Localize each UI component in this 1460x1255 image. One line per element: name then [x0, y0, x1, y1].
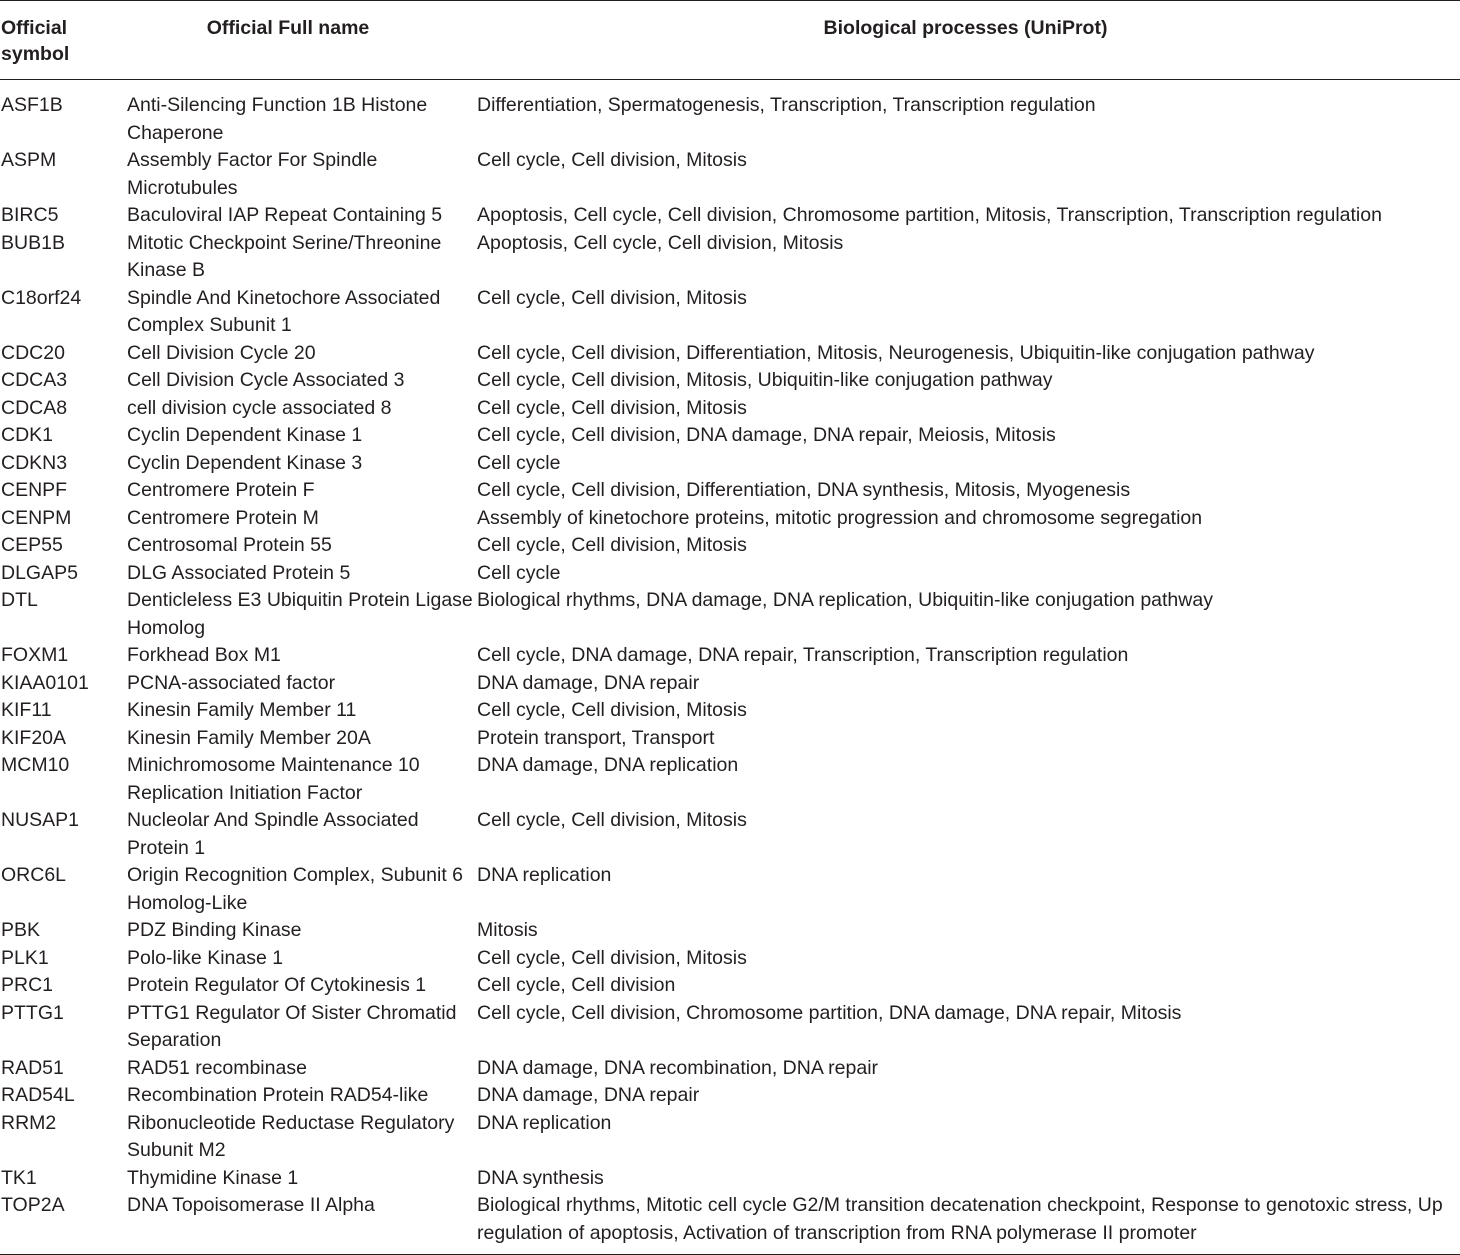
- gene-full-name-cell: cell division cycle associated 8: [127, 396, 392, 419]
- header-official-symbol: Official symbol: [0, 1, 127, 80]
- gene-full-name-cell: Recombination Protein RAD54-like: [127, 1084, 429, 1106]
- biological-process-cell: DNA damage, DNA recombination, DNA repair: [477, 1056, 879, 1079]
- biological-process-cell: Biological rhythms, Mitotic cell cycle G2/M transition decatenation checkpoint, Response to genotoxic stress, Up regulation of apoptosis, Activation of transcription from RNA polymerase II promoter: [477, 1194, 1443, 1244]
- table-row: [0, 340, 1460, 368]
- biological-process-cell: Cell cycle, DNA damage, DNA repair, Transcription, Transcription regulation: [477, 644, 1129, 666]
- gene-symbol-cell: TK1: [1, 1166, 37, 1189]
- table-row: [0, 450, 1460, 478]
- biological-process-cell: Cell cycle, Cell division, Differentiation, Mitosis, Neurogenesis, Ubiquitin-like conjugation pathway: [477, 341, 1315, 364]
- gene-full-name-cell: DLG Associated Protein 5: [127, 561, 351, 584]
- biological-process-cell: Cell cycle, Cell division, Mitosis: [477, 534, 747, 556]
- biological-process-cell: DNA damage, DNA repair: [477, 671, 700, 694]
- gene-full-name-cell: Centromere Protein F: [127, 479, 315, 501]
- gene-symbol-cell: CDC20: [1, 341, 65, 364]
- gene-full-name-cell: Forkhead Box M1: [127, 644, 281, 666]
- biological-process-cell: Protein transport, Transport: [477, 726, 715, 749]
- biological-process-cell: Apoptosis, Cell cycle, Cell division, Chromosome partition, Mitosis, Transcription, Transcription regulation: [477, 204, 1382, 226]
- biological-process-cell: Cell cycle, Cell division, Differentiation, DNA synthesis, Mitosis, Myogenesis: [477, 479, 1131, 501]
- gene-symbol-cell: CEP55: [1, 534, 63, 556]
- table-row: [0, 147, 1460, 202]
- gene-symbol-cell: BIRC5: [1, 204, 59, 226]
- gene-full-name-cell: RAD51 recombinase: [127, 1056, 307, 1079]
- biological-process-cell: DNA replication: [477, 864, 612, 886]
- table-row: [0, 532, 1460, 560]
- table-header: [0, 1, 1460, 80]
- biological-process-cell: Cell cycle, Cell division, Mitosis: [477, 396, 747, 419]
- table-row: [0, 1110, 1460, 1165]
- gene-full-name-cell: Assembly Factor For Spindle Microtubules: [127, 149, 378, 199]
- gene-full-name-cell: Nucleolar And Spindle Associated Protein 1: [127, 809, 419, 859]
- biological-process-cell: Cell cycle, Cell division, Mitosis, Ubiquitin-like conjugation pathway: [477, 369, 1053, 391]
- gene-full-name-cell: Kinesin Family Member 20A: [127, 726, 371, 749]
- biological-process-cell: Cell cycle, Cell division, Mitosis: [477, 286, 747, 309]
- table-row: [0, 477, 1460, 505]
- table-row: [0, 367, 1460, 395]
- gene-symbol-cell: PTTG1: [1, 1001, 64, 1024]
- gene-full-name-cell: Origin Recognition Complex, Subunit 6 Homolog-Like: [127, 864, 464, 914]
- gene-full-name-cell: Protein Regulator Of Cytokinesis 1: [127, 974, 427, 996]
- gene-symbol-cell: CDKN3: [1, 451, 68, 474]
- biological-process-cell: Cell cycle: [477, 451, 561, 474]
- gene-full-name-cell: Centrosomal Protein 55: [127, 534, 332, 556]
- gene-full-name-cell: Baculoviral IAP Repeat Containing 5: [127, 204, 443, 226]
- gene-full-name-cell: PDZ Binding Kinase: [127, 919, 302, 941]
- table-row: [0, 725, 1460, 753]
- gene-symbol-cell: PBK: [1, 919, 41, 941]
- biological-process-cell: Cell cycle: [477, 561, 561, 584]
- table-row: [0, 972, 1460, 1000]
- table-row: [0, 752, 1460, 807]
- gene-symbol-cell: RAD51: [1, 1056, 64, 1079]
- gene-symbol-cell: DTL: [1, 589, 38, 611]
- gene-full-name-cell: Mitotic Checkpoint Serine/Threonine Kinase B: [127, 231, 442, 281]
- gene-full-name-cell: Centromere Protein M: [127, 506, 319, 529]
- gene-full-name-cell: Polo-like Kinase 1: [127, 946, 284, 969]
- biological-process-cell: DNA damage, DNA repair: [477, 1084, 700, 1106]
- gene-symbol-cell: RAD54L: [1, 1084, 75, 1106]
- gene-symbol-cell: ASPM: [1, 149, 57, 171]
- gene-symbol-cell: MCM10: [1, 754, 70, 776]
- biological-process-cell: Cell cycle, Cell division, Mitosis: [477, 809, 747, 831]
- gene-symbol-cell: C18orf24: [1, 286, 82, 309]
- table-row: [0, 80, 1460, 148]
- table-row: [0, 560, 1460, 588]
- gene-symbol-cell: KIF20A: [1, 726, 67, 749]
- gene-full-name-cell: PTTG1 Regulator Of Sister Chromatid Separation: [127, 1001, 457, 1051]
- gene-full-name-cell: Kinesin Family Member 11: [127, 699, 357, 721]
- table-row: [0, 807, 1460, 862]
- biological-process-cell: Cell cycle, Cell division, Mitosis: [477, 946, 747, 969]
- gene-symbol-cell: ORC6L: [1, 864, 67, 886]
- biological-process-cell: Cell cycle, Cell division, Mitosis: [477, 699, 747, 721]
- gene-symbol-cell: KIF11: [1, 699, 52, 721]
- gene-symbol-cell: DLGAP5: [1, 561, 78, 584]
- gene-symbol-cell: RRM2: [1, 1111, 57, 1134]
- biological-process-cell: Biological rhythms, DNA damage, DNA replication, Ubiquitin-like conjugation pathway: [477, 589, 1213, 611]
- table-body: [0, 80, 1460, 1255]
- gene-full-name-cell: Cyclin Dependent Kinase 3: [127, 451, 363, 474]
- biological-process-cell: Cell cycle, Cell division, Mitosis: [477, 149, 747, 171]
- table-row: [0, 697, 1460, 725]
- gene-full-name-cell: Anti-Silencing Function 1B Histone Chaperone: [127, 94, 428, 144]
- table-row: [0, 1000, 1460, 1055]
- gene-full-name-cell: Ribonucleotide Reductase Regulatory Subunit M2: [127, 1111, 455, 1161]
- gene-full-name-cell: Minichromosome Maintenance 10 Replication Initiation Factor: [127, 754, 420, 804]
- table-row: [0, 285, 1460, 340]
- gene-symbol-cell: BUB1B: [1, 231, 65, 254]
- table-row: [0, 862, 1460, 917]
- biological-process-cell: Apoptosis, Cell cycle, Cell division, Mitosis: [477, 231, 844, 254]
- table-row: [0, 1165, 1460, 1193]
- header-row: [0, 1, 1460, 80]
- gene-symbol-cell: ASF1B: [1, 94, 63, 116]
- biological-process-cell: Assembly of kinetochore proteins, mitotic progression and chromosome segregation: [477, 506, 1203, 529]
- biological-process-cell: Cell cycle, Cell division, Chromosome partition, DNA damage, DNA repair, Mitosis: [477, 1001, 1182, 1024]
- gene-full-name-cell: PCNA-associated factor: [127, 671, 336, 694]
- table-row: [0, 1055, 1460, 1083]
- gene-full-name-cell: Cyclin Dependent Kinase 1: [127, 424, 363, 446]
- biological-process-cell: DNA replication: [477, 1111, 612, 1134]
- table-row: [0, 642, 1460, 670]
- table-row: [0, 422, 1460, 450]
- biological-process-cell: Mitosis: [477, 919, 538, 941]
- header-biological-processes: Biological processes (UniProt): [477, 1, 1460, 80]
- table-row: [0, 230, 1460, 285]
- biological-process-cell: Cell cycle, Cell division, DNA damage, DNA repair, Meiosis, Mitosis: [477, 424, 1056, 446]
- gene-symbol-cell: CDCA3: [1, 369, 68, 391]
- gene-symbol-cell: KIAA0101: [1, 671, 89, 694]
- gene-symbol-cell: CDCA8: [1, 396, 68, 419]
- header-official-full-name: Official Full name: [127, 1, 477, 80]
- table-row: [0, 202, 1460, 230]
- gene-full-name-cell: Cell Division Cycle Associated 3: [127, 369, 405, 391]
- gene-full-name-cell: Denticleless E3 Ubiquitin Protein Ligase Homolog: [127, 589, 473, 639]
- gene-symbol-cell: CENPM: [1, 506, 72, 529]
- biological-process-cell: DNA synthesis: [477, 1166, 604, 1189]
- table-row: [0, 670, 1460, 698]
- biological-process-cell: Differentiation, Spermatogenesis, Transcription, Transcription regulation: [477, 94, 1096, 116]
- table-row: [0, 587, 1460, 642]
- table-row: [0, 945, 1460, 973]
- table-row: [0, 395, 1460, 423]
- biological-process-cell: Cell cycle, Cell division: [477, 974, 676, 996]
- gene-symbol-cell: TOP2A: [1, 1194, 65, 1216]
- gene-full-name-cell: DNA Topoisomerase II Alpha: [127, 1194, 375, 1216]
- gene-symbol-cell: NUSAP1: [1, 809, 80, 831]
- gene-symbol-cell: FOXM1: [1, 644, 69, 666]
- table-row: [0, 505, 1460, 533]
- table-row: [0, 917, 1460, 945]
- table-row: [0, 1192, 1460, 1255]
- gene-full-name-cell: Thymidine Kinase 1: [127, 1166, 299, 1189]
- gene-symbol-cell: PRC1: [1, 974, 54, 996]
- gene-symbol-cell: PLK1: [1, 946, 49, 969]
- gene-full-name-cell: Cell Division Cycle 20: [127, 341, 316, 364]
- biological-process-cell: DNA damage, DNA replication: [477, 754, 739, 776]
- table-row: [0, 1082, 1460, 1110]
- gene-full-name-cell: Spindle And Kinetochore Associated Complex Subunit 1: [127, 286, 441, 336]
- gene-symbol-cell: CDK1: [1, 424, 54, 446]
- gene-symbol-cell: CENPF: [1, 479, 68, 501]
